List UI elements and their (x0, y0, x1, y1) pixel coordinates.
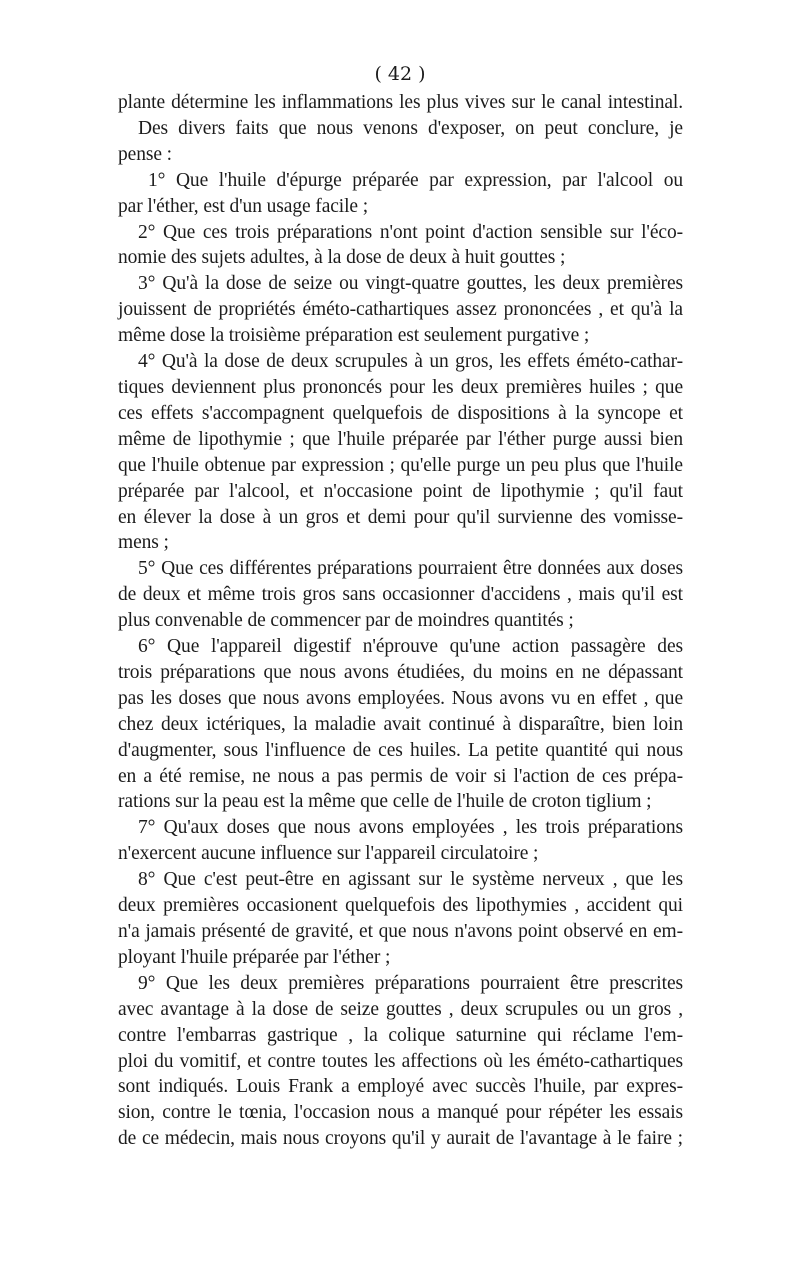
text-line: de ce médecin, mais nous croyons qu'il y aurait de l'avantage à le faire ; (118, 1128, 683, 1150)
text-line: 8° Que c'est peut-être en agissant sur le système nerveux , que les (138, 869, 683, 891)
text-line: en a été remise, ne nous a pas permis de voir si l'action de ces prépa- (118, 765, 683, 787)
body-text (118, 90, 683, 1152)
text-line: que l'huile obtenue par expression ; qu'elle purge un peu plus que l'huile (118, 454, 683, 476)
text-line: de deux et même trois gros sans occasionner d'accidens , mais qu'il est (118, 584, 683, 606)
text-line: par l'éther, est d'un usage facile ; (118, 195, 369, 217)
text-line: n'a jamais présenté de gravité, et que nous n'avons point observé en em- (118, 921, 683, 942)
text-line: 7° Qu'aux doses que nous avons employées , les trois préparations (138, 817, 683, 839)
text-line: tiques deviennent plus prononcés pour les deux premières huiles ; que (118, 376, 683, 398)
text-line: préparée par l'alcool, et n'occasione point de lipothymie ; qu'il faut (118, 480, 683, 502)
text-line: sont indiqués. Louis Frank a employé avec succès l'huile, par expres- (118, 1076, 683, 1098)
text-line: 6° Que l'appareil digestif n'éprouve qu'une action passagère des (138, 636, 683, 658)
text-line: nomie des sujets adultes, à la dose de deux à huit gouttes ; (118, 247, 566, 269)
text-line: même dose la troisième préparation est seulement purgative ; (118, 325, 590, 347)
text-line: avec avantage à la dose de seize gouttes , deux scrupules ou un gros , (118, 998, 683, 1020)
text-line: en élever la dose à un gros et demi pour qu'il survienne des vomisse- (118, 506, 683, 528)
page-number: ( 42 ) (374, 63, 426, 85)
text-line: mens ; (118, 532, 169, 554)
text-line: contre l'embarras gastrique , la colique saturnine qui réclame l'em- (118, 1024, 683, 1046)
text-line: 1° Que l'huile d'épurge préparée par expression, par l'alcool ou (148, 169, 683, 191)
text-line: rations sur la peau est la même que celle de l'huile de croton tiglium ; (118, 791, 652, 813)
text-line: Des divers faits que nous venons d'exposer, on peut conclure, je (138, 117, 683, 139)
text-line: pas les doses que nous avons employées. Nous avons vu en effet , que (118, 687, 683, 709)
text-line: ployant l'huile préparée par l'éther ; (118, 946, 391, 968)
text-line: deux premières occasionent quelquefois des lipothymies , accident qui (118, 895, 683, 917)
text-line: 2° Que ces trois préparations n'ont point d'action sensible sur l'éco- (138, 221, 683, 243)
text-line: 9° Que les deux premières préparations pourraient être prescrites (138, 972, 683, 994)
text-line: sion, contre le tœnia, l'occasion nous a manqué pour répéter les essais (118, 1102, 683, 1124)
text-line: d'augmenter, sous l'influence de ces huiles. La petite quantité qui nous (118, 739, 683, 761)
text-line: 4° Qu'à la dose de deux scrupules à un gros, les effets éméto-cathar- (138, 351, 683, 373)
text-line: pense : (118, 143, 172, 165)
text-line: n'exercent aucune influence sur l'appareil circulatoire ; (118, 843, 539, 865)
text-line: jouissent de propriétés éméto-cathartiques assez prononcées , et qu'à la (118, 299, 683, 321)
text-line: même de lipothymie ; que l'huile préparée par l'éther purge aussi bien (118, 428, 683, 450)
text-line: ces effets s'accompagnent quelquefois de dispositions à la syncope et (118, 402, 683, 424)
text-line: 5° Que ces différentes préparations pourraient être données aux doses (138, 558, 683, 580)
text-line: plante détermine les inflammations les plus vives sur le canal intestinal. (118, 92, 683, 113)
text-line: trois préparations que nous avons étudiées, du moins en ne dépassant (118, 661, 683, 683)
text-line: ploi du vomitif, et contre toutes les affections où les éméto-cathartiques (118, 1050, 683, 1072)
text-line: chez deux ictériques, la maladie avait continué à disparaître, bien loin (118, 713, 683, 735)
text-line: plus convenable de commencer par de moindres quantités ; (118, 610, 574, 632)
text-line: 3° Qu'à la dose de seize ou vingt-quatre gouttes, les deux premières (138, 273, 683, 295)
